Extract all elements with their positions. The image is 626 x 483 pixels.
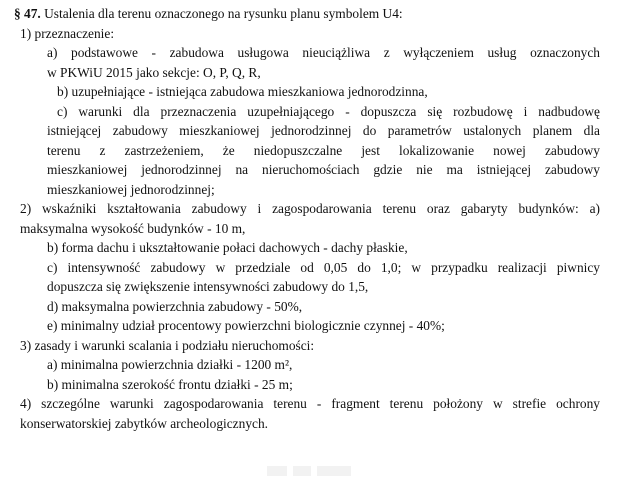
section-title: Ustalenia dla terenu oznaczonego na rysunku planu symbolem U4: bbox=[44, 6, 403, 21]
point-2-line-1: 2) wskaźniki kształtowania zabudowy i zagospodarowania terenu oraz gabaryty budynków: a) bbox=[20, 201, 600, 216]
point-3b: b) minimalna szerokość frontu działki - 25 m; bbox=[47, 376, 293, 392]
point-1c-line-2: istniejącej zabudowy mieszkaniowej jednorodzinnej do parametrów ustalonych planem dla bbox=[47, 123, 600, 138]
point-3-title: 3) zasady i warunki scalania i podziału nieruchomości: bbox=[20, 337, 315, 353]
point-1b: b) uzupełniające - istniejąca zabudowa mieszkaniowa jednorodzinna, bbox=[57, 84, 428, 99]
point-3a: a) minimalna powierzchnia działki - 1200 m², bbox=[47, 357, 293, 372]
point-1a-line-2: w PKWiU 2015 jako sekcje: O, P, Q, R, bbox=[47, 64, 261, 80]
point-1c-line-5: mieszkaniowej jednorodzinnej; bbox=[47, 181, 215, 197]
point-1c-line-3: terenu z zastrzeżeniem, że niedopuszczalne jest lokalizowanie nowej zabudowy bbox=[47, 142, 600, 158]
point-2e: e) minimalny udział procentowy powierzchni biologicznie czynnej - 40%; bbox=[47, 318, 445, 333]
point-4-line-2: konserwatorskiej zabytków archeologicznych. bbox=[20, 415, 269, 431]
point-2d: d) maksymalna powierzchnia zabudowy - 50%, bbox=[47, 298, 303, 314]
faint-watermark bbox=[265, 463, 355, 479]
point-1-title: 1) przeznaczenie: bbox=[20, 25, 115, 41]
point-2c-line-2: dopuszcza się zwiększenie intensywności zabudowy do 1,5, bbox=[47, 279, 369, 294]
point-1c-line-1: c) warunki dla przeznaczenia uzupełniającego - dopuszcza się rozbudowę i nadbudowę bbox=[57, 103, 600, 119]
point-2-line-2: maksymalna wysokość budynków - 10 m, bbox=[20, 220, 246, 236]
point-1c-line-4: mieszkaniowej jednorodzinnej na nieruchomościach gdzie nie ma istniejącej zabudowy bbox=[47, 162, 600, 177]
section-heading bbox=[14, 4, 600, 24]
point-1a-line-1: a) podstawowe - zabudowa usługowa nieuciążliwa z wyłączeniem usług oznaczonych bbox=[47, 45, 600, 60]
point-2b: b) forma dachu i ukształtowanie połaci dachowych - dachy płaskie, bbox=[47, 240, 408, 255]
point-2c-line-1: c) intensywność zabudowy w przedziale od 0,05 do 1,0; w przypadku realizacji piwnicy bbox=[47, 259, 600, 275]
point-4-line-1: 4) szczególne warunki zagospodarowania terenu - fragment terenu położony w strefie ochrony bbox=[20, 396, 600, 411]
section-number: § 47. bbox=[14, 6, 41, 21]
